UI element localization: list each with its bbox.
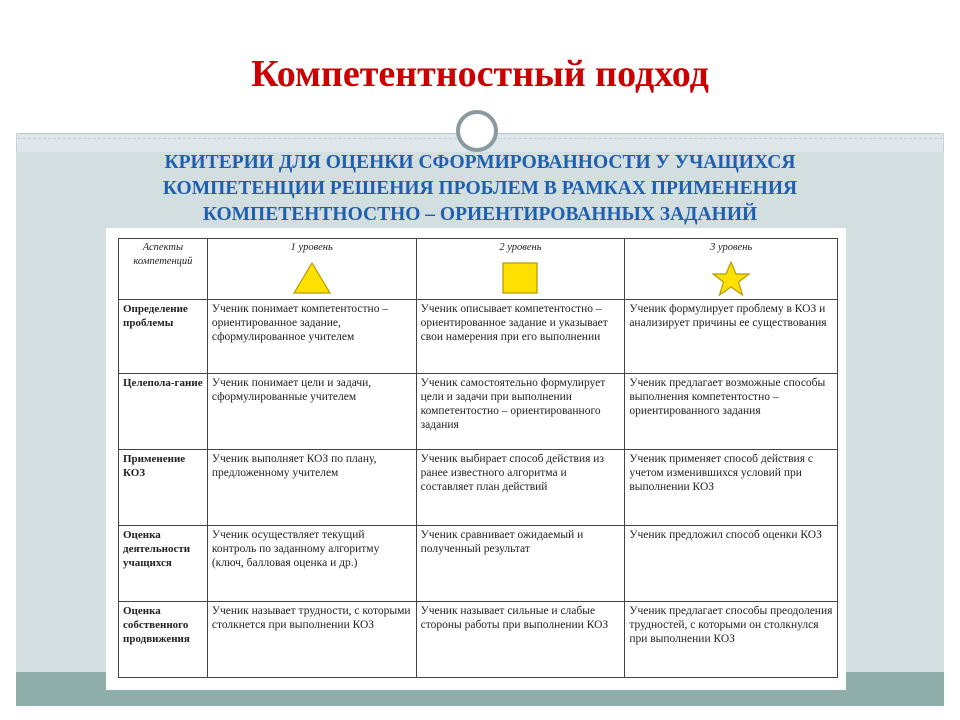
subtitle-line-1: КРИТЕРИИ ДЛЯ ОЦЕНКИ СФОРМИРОВАННОСТИ У УЧАЩИХСЯ: [164, 152, 796, 173]
row-aspect: Оценка собственного продвижения: [119, 602, 208, 678]
table-row: [119, 374, 838, 450]
cell-level-1: Ученик осуществляет текущий контроль по заданному алгоритму (ключ, балловая оценка и др.): [207, 526, 416, 602]
row-aspect: Целепола-гание: [119, 374, 208, 450]
header-aspect: Аспекты компетенций: [119, 239, 208, 300]
header-level-3: [625, 239, 838, 300]
cell-level-3: Ученик предлагает способы преодоления трудностей, с которыми он столкнулся при выполнении КОЗ: [625, 602, 838, 678]
row-aspect: Оценка деятельности учащихся: [119, 526, 208, 602]
star-icon: [711, 261, 751, 297]
subtitle-line-3: КОМПЕТЕНТНОСТНО – ОРИЕНТИРОВАННЫХ ЗАДАНИЙ: [202, 204, 758, 225]
cell-level-2: Ученик называет сильные и слабые стороны работы при выполнении КОЗ: [416, 602, 625, 678]
ring-ornament-icon: [456, 110, 498, 152]
square-icon: [501, 261, 539, 295]
table-row: [119, 450, 838, 526]
cell-level-2: Ученик самостоятельно формулирует цели и задачи при выполнении компетентостно – ориентированного задания: [416, 374, 625, 450]
triangle-icon: [292, 261, 332, 295]
table-row: [119, 526, 838, 602]
cell-level-1: Ученик выполняет КОЗ по плану, предложенному учителем: [207, 450, 416, 526]
cell-level-1: Ученик понимает цели и задачи, сформулированные учителем: [207, 374, 416, 450]
cell-level-3: Ученик применяет способ действия с учетом изменившихся условий при выполнении КОЗ: [625, 450, 838, 526]
subtitle: [60, 150, 900, 228]
row-aspect: Применение КОЗ: [119, 450, 208, 526]
header-level-1-label: 1 уровень: [290, 242, 333, 253]
page-title: Компетентностный подход: [251, 53, 709, 95]
cell-level-2: Ученик выбирает способ действия из ранее известного алгоритма и составляет план действий: [416, 450, 625, 526]
cell-level-3: Ученик формулирует проблему в КОЗ и анализирует причины ее существования: [625, 300, 838, 374]
header-level-1: [207, 239, 416, 300]
criteria-table-card: [106, 228, 846, 690]
cell-level-3: Ученик предлагает возможные способы выполнения компетентостно – ориентированного задания: [625, 374, 838, 450]
table-row: [119, 602, 838, 678]
row-aspect: Определение проблемы: [119, 300, 208, 374]
criteria-table: [118, 238, 838, 678]
cell-level-3: Ученик предложил способ оценки КОЗ: [625, 526, 838, 602]
cell-level-2: Ученик сравнивает ожидаемый и полученный результат: [416, 526, 625, 602]
header-level-2: [416, 239, 625, 300]
header-level-2-label: 2 уровень: [499, 242, 542, 253]
cell-level-1: Ученик понимает компетентостно – ориентированное задание, сформулированное учителем: [207, 300, 416, 374]
table-row: [119, 300, 838, 374]
table-header-row: [119, 239, 838, 300]
cell-level-1: Ученик называет трудности, с которыми столкнется при выполнении КОЗ: [207, 602, 416, 678]
subtitle-line-2: КОМПЕТЕНЦИИ РЕШЕНИЯ ПРОБЛЕМ В РАМКАХ ПРИМЕНЕНИЯ: [162, 178, 798, 199]
header-level-3-label: 3 уровень: [710, 242, 753, 253]
cell-level-2: Ученик описывает компетентостно – ориентированное задание и указывает свои намерения при его выполнении: [416, 300, 625, 374]
